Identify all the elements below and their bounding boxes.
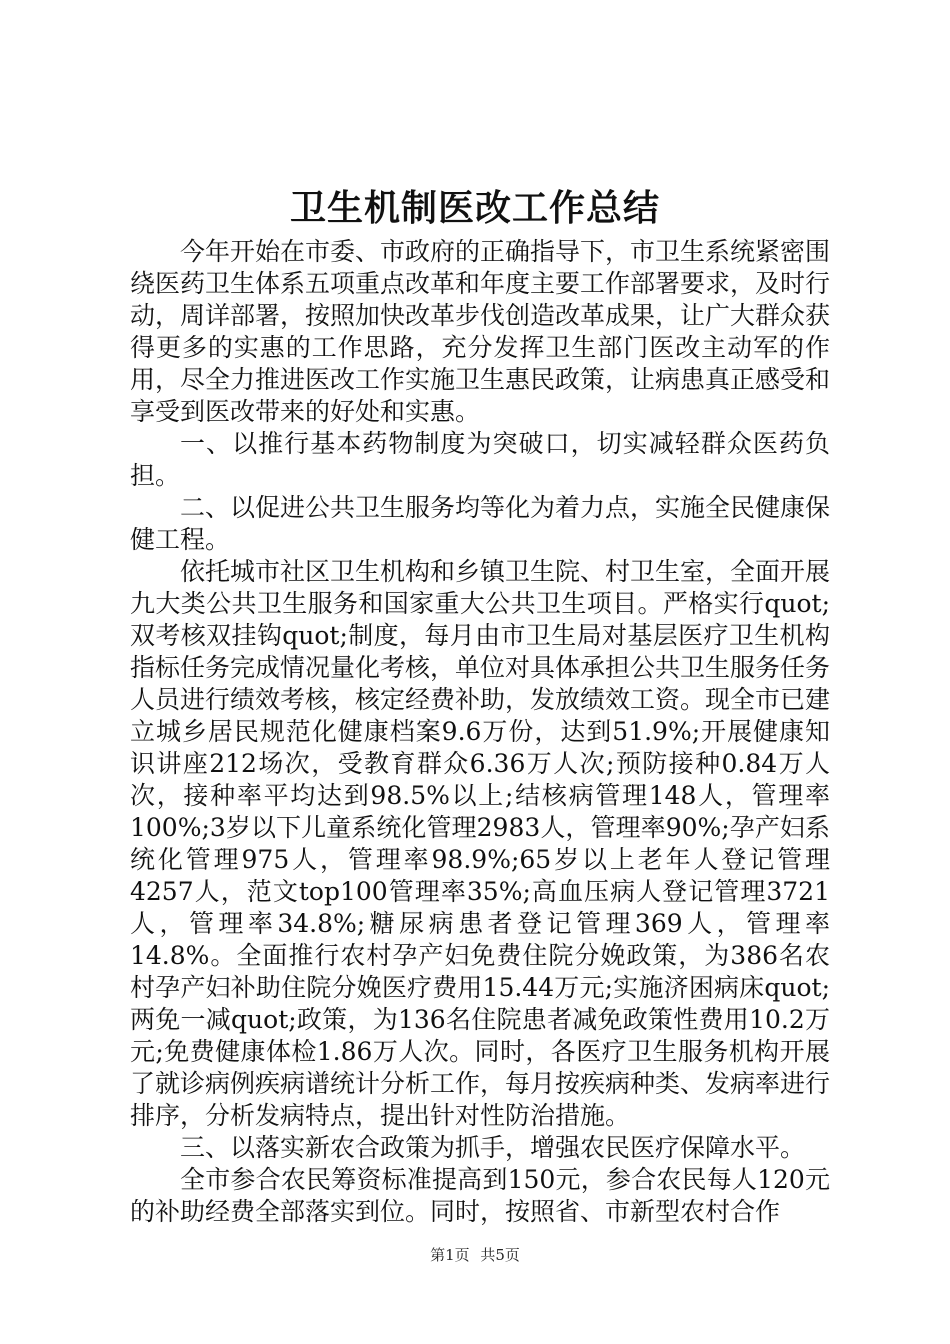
paragraph-heading-1: 一、以推行基本药物制度为突破口，切实减轻群众医药负担。 <box>130 429 830 490</box>
paragraph-heading-2: 二、以促进公共卫生服务均等化为着力点，实施全民健康保健工程。 <box>130 493 831 554</box>
paragraph-public-health: 依托城市社区卫生机构和乡镇卫生院、村卫生室，全面开展九大类公共卫生服务和国家重大公共卫生项目。严格实行quot;双考核双挂钩quot;制度，每月由市卫生局对基层医疗卫生机构指标任务完成情况量化考核，单位对具体承担公共卫生服务任务人员进行绩效考核，核定经费补助，发放绩效工资。现全市已建立城乡居民规范化健康档案9.6万份，达到51.9%;开展健康知识讲座212场次，受教育群众6.36万人次;预防接种0.84万人次，接种率平均达到98.5%以上;结核病管理148人，管理率100%;3岁以下儿童系统化管理2983人，管理率90%;孕产妇系统化管理975人，管理率98.9%;65岁以上老年人登记管理4257人，范文top100管理率35%;高血压病人登记管理3721人，管理率34.8%;糖尿病患者登记管理369人，管理率14.8%。全面推行农村孕产妇免费住院分娩政策，为386名农村孕产妇补助住院分娩医疗费用15.44万元;实施济困病床quot;两免一减quot;政策，为136名住院患者减免政策性费用10.2万元;免费健康体检1.86万人次。同时，各医疗卫生服务机构开展了就诊病例疾病谱统计分析工作，每月按疾病种类、发病率进行排序，分析发病特点，提出针对性防治措施。 <box>130 557 831 1130</box>
page-number: 第1页 <box>430 1246 470 1264</box>
paragraph-heading-3: 三、以落实新农合政策为抓手，增强农民医疗保障水平。 <box>180 1133 806 1162</box>
page-footer <box>0 1244 950 1265</box>
paragraph-cooperative-medical: 全市参合农民筹资标准提高到150元，参合农民每人120元的补助经费全部落实到位。同时，按照省、市新型农村合作 <box>130 1165 830 1226</box>
document-title: 卫生机制医改工作总结 <box>289 187 660 229</box>
page-total: 共5页 <box>480 1246 520 1264</box>
paragraph-intro: 今年开始在市委、市政府的正确指导下，市卫生系统紧密围绕医药卫生体系五项重点改革和年度主要工作部署要求，及时行动，周详部署，按照加快改革步伐创造改革成果，让广大群众获得更多的实惠的工作思路，充分发挥卫生部门医改主动军的作用，尽全力推进医改工作实施卫生惠民政策，让病患真正感受和享受到医改带来的好处和实惠。 <box>130 237 831 426</box>
document-body <box>130 236 830 1228</box>
